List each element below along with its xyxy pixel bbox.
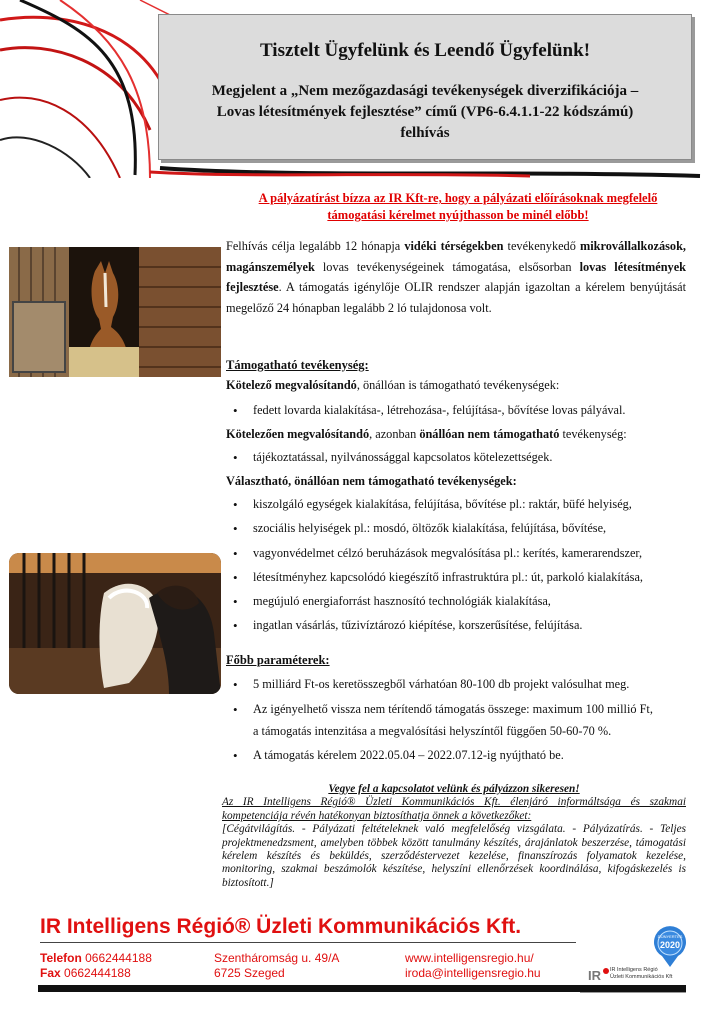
mandatory-label — [226, 378, 559, 393]
services-list: [Cégátvilágítás. - Pályázati feltételeknek való megfelelőség vizsgálata. - Pályázatírás. - Teljes projektmenedzsment, amelyben többek között tanulmány készítés, árajánlatok beszerzése, támogatási kérelem készítés és beküldés, szerződéstervezet kezelése, finanszírozás folyamatok kezelése, monitoring, szakmai beszámolók készítése, helyszíni ellenőrzések koordinálása, kifogáskezelés is biztosított.] — [222, 823, 686, 889]
badge-year: 2020 — [659, 940, 681, 950]
activities-title: Támogatható tevékenység: — [226, 358, 369, 372]
woman-with-horse-photo — [9, 553, 221, 694]
address-street: Szentháromság u. 49/A — [214, 951, 340, 965]
announcement-line-1: Megjelent a „Nem mezőgazdasági tevékenységek diverzifikációja – — [211, 83, 639, 99]
award-badge-icon — [653, 926, 687, 960]
greeting-heading: Tisztelt Ügyfelünk és Leendő Ügyfelünk! — [259, 40, 591, 61]
svg-text:IR: IR — [588, 968, 601, 983]
mandatory2-bold-1: Kötelezően megvalósítandó — [226, 427, 370, 441]
mandatory2-rest: tevékenység: — [559, 427, 627, 441]
intro-text-2: vidéki térségekben — [404, 239, 504, 253]
mandatory2-item: • tájékoztatással, nyilvánossággal kapcsolatos kötelezettségek. — [253, 450, 552, 465]
intro-text-4: mikrovállalkozások, magánszemélyek — [226, 239, 686, 274]
footer-divider — [40, 942, 576, 943]
intro-text-6: lovas létesítmények fejlesztése — [226, 259, 687, 295]
notice-line-1: A pályázatírást bízza az IR Kft-re, hogy a pályázati előírásoknak megfelelő — [258, 191, 658, 205]
phone-line — [40, 951, 152, 966]
footer-address — [214, 951, 339, 980]
optional-item: • létesítményhez kapcsolódó kiegészítő infrastruktúra pl.: út, parkoló kialakítása, — [253, 570, 643, 585]
mandatory2-label — [226, 427, 627, 442]
optional-item: • vagyonvédelmet célzó beruházások megvalósítása pl.: kerítés, kamerarendszer, — [253, 546, 642, 561]
contact-text: Az IR Intelligens Régió® Üzleti Kommunikációs Kft. élenjáró informáltsága és szakmai kompetenciája révén hatékonyan biztosíthatja önnek a következőket: — [222, 796, 686, 822]
optional-item: • kiszolgáló egységek kialakítása, felújítása, bővítése pl.: raktár, büfé helyiség, — [253, 497, 632, 512]
intro-text-5: lovas tevékenységeinek támogatása, elsősorban — [314, 259, 580, 274]
logo-line-2: Üzleti Kommunikációs Kft — [610, 974, 673, 980]
logo-text — [610, 967, 672, 981]
optional-label: Választható, önállóan nem támogatható tevékenységek: — [226, 474, 517, 488]
announcement-line-3: felhívás — [400, 125, 450, 141]
website-link[interactable]: www.intelligensregio.hu/ — [405, 951, 534, 965]
intro-text-1: Felhívás célja legalább 12 hónapja — [226, 239, 405, 253]
fax-line — [40, 966, 152, 981]
announcement-heading — [171, 81, 679, 144]
fax-label: Fax — [40, 965, 61, 980]
contact-block — [222, 783, 686, 890]
header-title-box — [158, 14, 692, 160]
badge-top-text: DÍJNYERTES — [657, 934, 683, 939]
intro-text-7: . A támogatás igénylője OLIR rendszer alapján igazoltan a kérelem benyújtását megelőző 24 hónapban legalább 2 ló tulajdonosa volt. — [226, 280, 686, 316]
optional-item: • megújuló energiaforrást hasznosító technológiák kialakítása, — [253, 594, 551, 609]
notice-line-2: támogatási kérelmet nyújthasson be minél előbb! — [327, 208, 589, 222]
params-item: • A támogatás kérelem 2022.05.04 – 2022.07.12-ig nyújtható be. — [253, 748, 564, 763]
footer-links — [405, 951, 541, 980]
ir-logo-icon — [588, 966, 610, 984]
mandatory-label-bold: Kötelező megvalósítandó — [226, 378, 357, 392]
footer-bottom-line — [580, 992, 686, 993]
phone-label: Telefon — [40, 951, 82, 965]
params-item: • 5 milliárd Ft-os keretösszegből várhatóan 80-100 db projekt valósulhat meg. — [253, 677, 629, 692]
mandatory2-mid: , azonban — [369, 427, 420, 441]
logo-line-1: IR Intelligens Régió — [610, 967, 658, 973]
params-title: Főbb paraméterek: — [226, 653, 330, 667]
contact-headline: Vegye fel a kapcsolatot velünk és pályázzon sikeresen! — [328, 783, 580, 795]
mandatory2-bold-2: önállóan nem támogatható — [419, 427, 560, 441]
email-link[interactable]: iroda@intelligensregio.hu — [405, 965, 541, 980]
phone-number: 0662444188 — [85, 951, 152, 965]
address-city: 6725 Szeged — [214, 965, 285, 980]
mandatory-label-rest: , önállóan is támogatható tevékenységek: — [356, 378, 560, 392]
params-item: • Az igényelhető vissza nem térítendő támogatás összege: maximum 100 millió Ft, — [253, 702, 653, 717]
params-item-continuation: a támogatás intenzitása a megvalósítási helyszíntől függően 50-60-70 %. — [253, 724, 612, 738]
intro-paragraph — [226, 236, 686, 319]
optional-item: • szociális helyiségek pl.: mosdó, öltözők kialakítása, felújítása, bővítése, — [253, 521, 606, 536]
mandatory-item: • fedett lovarda kialakítása-, létrehozása-, felújítása-, bővítése lovas pályával. — [253, 403, 626, 418]
footer-contact — [40, 951, 152, 980]
fax-number: 0662444188 — [64, 965, 131, 980]
optional-item: • ingatlan vásárlás, tűzivíztározó kiépítése, korszerűsítése, felújítása. — [253, 618, 583, 633]
announcement-line-2: Lovas létesítmények fejlesztése” című (VP6-6.4.1.1-22 kódszámú) — [216, 104, 634, 120]
intro-text-3: tevékenykedő — [503, 239, 580, 253]
company-logo — [588, 966, 684, 984]
red-notice — [222, 190, 694, 224]
horse-stable-photo — [9, 247, 221, 377]
footer-bottom-bar — [38, 985, 686, 992]
company-name: IR Intelligens Régió® Üzleti Kommunikációs Kft. — [40, 915, 522, 938]
